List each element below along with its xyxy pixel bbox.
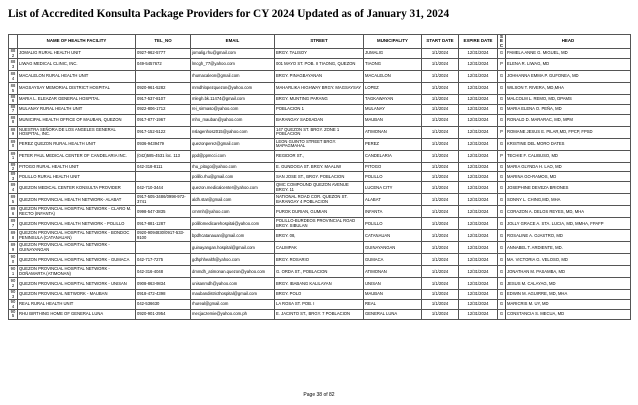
street: BRGY. POLO <box>275 290 364 300</box>
start-date: 1/1/2024 <box>422 309 459 319</box>
municipality: MULANAY <box>364 104 422 114</box>
sector: G <box>498 290 506 300</box>
email: mecjaczemie@yahoo.com.ph <box>191 309 275 319</box>
head: MALCOLM L. REMO, MD, DPAMS <box>506 95 631 105</box>
facility-name: PEREZ QUEZON RURAL HEALTH UNIT <box>18 138 136 150</box>
row-index: 885 <box>9 83 18 95</box>
sector: G <box>498 172 506 182</box>
start-date: 1/1/2024 <box>422 59 459 71</box>
row-index: 897 <box>9 218 18 230</box>
facility-name: QUEZON PROVINCIAL HOSPITAL NETWORK - DOÑAMARTA (ATIMONAN) <box>18 266 136 278</box>
expire-date: 12/31/2024 <box>459 300 498 310</box>
email: quezon.medicalcenter@yahoo.com <box>191 182 275 194</box>
head: MARIA GLYNDA H. LAO, MD <box>506 162 631 172</box>
sector: G <box>498 218 506 230</box>
head: RONALD D. MARARAC, MD, MPM <box>506 114 631 126</box>
tel-no: 042-316-4048 <box>136 266 191 278</box>
municipality: LUCENA CITY <box>364 182 422 194</box>
head: MARIA ELENA O. PEÑA, MD <box>506 104 631 114</box>
sector: P <box>498 150 506 162</box>
table-row <box>9 162 631 172</box>
email: gdhphhealth@yahoo.com <box>191 254 275 266</box>
email: guinayangan.hospital@gmail.com <box>191 242 275 254</box>
street: BARANGAY SADSADAN <box>275 114 364 126</box>
tel-no: 0922-806-1712 <box>136 104 191 114</box>
street: 001 MAYO ST. POB. II TIAONG, QUEZON <box>275 59 364 71</box>
table-row <box>9 172 631 182</box>
head: JOLLY GRACE A. STA. LUCIA, MD, MMHA, FPAFP <box>506 218 631 230</box>
head: ANNABEL T. ARDIENTE, MD. <box>506 242 631 254</box>
head: WILSON T. RIVERA, MD,MHA <box>506 83 631 95</box>
sector: G <box>498 138 506 150</box>
head: MARINA GO-RAMOS, MD <box>506 172 631 182</box>
expire-date: 12/31/2024 <box>459 230 498 242</box>
facility-name: NUESTRA SEÑORA DE LOS ANGELES GENERAL HOSPITAL, INC. <box>18 126 136 138</box>
expire-date: 12/31/2024 <box>459 172 498 182</box>
table-row <box>9 95 631 105</box>
start-date: 1/1/2024 <box>422 182 459 194</box>
facility-name: JOMALIG RURAL HEALTH UNIT <box>18 49 136 59</box>
head: ROSALINE A. OJASTRO, MD <box>506 230 631 242</box>
start-date: 1/1/2024 <box>422 172 459 182</box>
tel-no: 0936-9439479 <box>136 138 191 150</box>
municipality: POLILLO <box>364 172 422 182</box>
row-index: 890 <box>9 138 18 150</box>
tel-no: 049-5457672 <box>136 59 191 71</box>
tel-no: 0917-505-3486/0998-972-3741 <box>136 194 191 206</box>
email: rhu_pitogo@yahoo.com <box>191 162 275 172</box>
row-index: 889 <box>9 126 18 138</box>
expire-date: 12/31/2024 <box>459 71 498 83</box>
street: BRGY. MUNTING PARANG <box>275 95 364 105</box>
row-index: 896 <box>9 206 18 218</box>
start-date: 1/1/2024 <box>422 300 459 310</box>
facility-name: QUEZON PROVINCIAL HEALTH NETWORK - POLILLO <box>18 218 136 230</box>
row-index: 887 <box>9 104 18 114</box>
row-index: 900 <box>9 254 18 266</box>
head: KRISTINE DEL MORO DATES <box>506 138 631 150</box>
municipality: CANDELARIA <box>364 150 422 162</box>
email: ppd@ppmcci.com <box>191 150 275 162</box>
email: mho_mauban@yahoo.com <box>191 114 275 126</box>
facility-name: QUEZON PROVINCIAL NETWORK - MAUBAN <box>18 290 136 300</box>
table-row <box>9 218 631 230</box>
expire-date: 12/31/2024 <box>459 104 498 114</box>
email: polillo.rhu@gmail.com <box>191 172 275 182</box>
sector: P <box>498 126 506 138</box>
start-date: 1/1/2024 <box>422 126 459 138</box>
row-index: 884 <box>9 71 18 83</box>
expire-date: 12/31/2024 <box>459 83 498 95</box>
email: mlegh.bk.11474@gmail.com <box>191 95 275 105</box>
header-start-date: START DATE <box>422 35 459 49</box>
tel-no <box>136 71 191 83</box>
start-date: 1/1/2024 <box>422 95 459 105</box>
head: MA. VICTORIA G. VELOSO, MD <box>506 254 631 266</box>
expire-date: 12/31/2024 <box>459 290 498 300</box>
header-facility: NAME OF HEALTH FACILITY <box>18 35 136 49</box>
email: dmmdh_atimonan.quezon@yahoo.com <box>191 266 275 278</box>
row-index: 902 <box>9 278 18 290</box>
expire-date: 12/31/2024 <box>459 278 498 290</box>
municipality: LOPEZ <box>364 83 422 95</box>
municipality: JUMALIG <box>364 49 422 59</box>
expire-date: 12/31/2024 <box>459 309 498 319</box>
row-index: 895 <box>9 194 18 206</box>
start-date: 1/1/2024 <box>422 194 459 206</box>
municipality: REAL <box>364 300 422 310</box>
row-index: 886 <box>9 95 18 105</box>
providers-table <box>8 34 631 320</box>
head: ELENA R. LIWAG, MD <box>506 59 631 71</box>
sector: G <box>498 194 506 206</box>
expire-date: 12/31/2024 <box>459 194 498 206</box>
email: unisanmdh@yahoo.com <box>191 278 275 290</box>
tel-no: 042-717-7275 <box>136 254 191 266</box>
sector: G <box>498 104 506 114</box>
expire-date: 12/31/2024 <box>459 114 498 126</box>
email: nslagenhos2015@yahoo.com <box>191 126 275 138</box>
facility-name: PITOGO RURAL HEALTH UNIT <box>18 162 136 172</box>
head: EDWIN M. AGUIRRE, MD, MHA <box>506 290 631 300</box>
expire-date: 12/31/2024 <box>459 59 498 71</box>
facility-name: QUEZON PROVINCIAL HOSPITAL NETWORK - GUMACA <box>18 254 136 266</box>
start-date: 1/1/2024 <box>422 104 459 114</box>
head: CONSTANCIA S. MECUA, MD <box>506 309 631 319</box>
street: NATIONAL ROAD COR. QUEZON ST. BARANGAY 4 POBLACION <box>275 194 364 206</box>
tel-no: 042-536630 <box>136 300 191 310</box>
street: CALIMPAK <box>275 242 364 254</box>
street: BRGY. IBABANG KALILAYAN <box>275 278 364 290</box>
document-title: List of Accredited Konsulta Package Providers for CY 2024 Updated as of January 31, 2024 <box>8 8 450 20</box>
sector: G <box>498 71 506 83</box>
header-email: EMAIL <box>191 35 275 49</box>
head: PAMELA ANNE G. MIGUEL, MD <box>506 49 631 59</box>
row-index: 893 <box>9 172 18 182</box>
facility-name: MUNICIPAL HEALTH OFFICE OF MAUBAN, QUEZON <box>18 114 136 126</box>
table-row <box>9 230 631 242</box>
street: 147 QUEZON ST. BRGY. ZONE 1 POBLACION <box>275 126 364 138</box>
sector: G <box>498 230 506 242</box>
tel-no: 0917-152-5122 <box>136 126 191 138</box>
tel-no: 0920-901-2954 <box>136 309 191 319</box>
municipality: INFANTA <box>364 206 422 218</box>
table-row <box>9 206 631 218</box>
email: aldh.star@gmail.com <box>191 194 275 206</box>
start-date: 1/1/2024 <box>422 138 459 150</box>
email: quezonperez@gmail.com <box>191 138 275 150</box>
start-date: 1/1/2024 <box>422 150 459 162</box>
start-date: 1/1/2024 <box>422 266 459 278</box>
email: polillomedicarehospital@yahoo.com <box>191 218 275 230</box>
sector: G <box>498 206 506 218</box>
head: MARICRIS M. UY, MD <box>506 300 631 310</box>
start-date: 1/1/2024 <box>422 49 459 59</box>
email: maubandistricthospital@gmail.com <box>191 290 275 300</box>
head: JESUS M. CALAYAG, MD <box>506 278 631 290</box>
email: jomalig.rhu@gmail.com <box>191 49 275 59</box>
head: ROMANE JESUS E. PILAR,MD, FPCP, FPSD <box>506 126 631 138</box>
tel-no: 0927-962-5777 <box>136 49 191 59</box>
header-street: STREET <box>275 35 364 49</box>
tel-no: 0917-537-8107 <box>136 95 191 105</box>
expire-date: 12/31/2024 <box>459 206 498 218</box>
sector: G <box>498 278 506 290</box>
sector: G <box>498 309 506 319</box>
email: lmcgh_77@yahoo.com <box>191 59 275 71</box>
street: POLILLO-BURDEOS PROVINCIAL ROAD BRGY. SIBULAN <box>275 218 364 230</box>
facility-name: RHU BIRTHING HOME OF GENERAL LUNA <box>18 309 136 319</box>
header-expire-date: EXPIRE DATE <box>459 35 498 49</box>
table-header-row <box>9 35 631 49</box>
facility-name: MARIA L. ELEAZAR GENERAL HOSPITAL <box>18 95 136 105</box>
row-index: 903 <box>9 290 18 300</box>
table-row <box>9 266 631 278</box>
sector: G <box>498 266 506 278</box>
table-row <box>9 49 631 59</box>
table-row <box>9 309 631 319</box>
municipality: PITOGO <box>364 162 422 172</box>
row-index: 894 <box>9 182 18 194</box>
municipality: UNISAN <box>364 278 422 290</box>
head: TECHIE F. CALIBUSO, MD <box>506 150 631 162</box>
head: CORAZON A. DELOS REYES, MD, MHA <box>506 206 631 218</box>
tel-no: 0920-961-5282 <box>136 83 191 95</box>
sector: G <box>498 162 506 172</box>
municipality: MAUBAN <box>364 114 422 126</box>
sector: G <box>498 254 506 266</box>
tel-no <box>136 172 191 182</box>
start-date: 1/1/2024 <box>422 206 459 218</box>
street: POBLACION 1 <box>275 104 364 114</box>
row-index: 888 <box>9 114 18 126</box>
table-row <box>9 242 631 254</box>
header-tel: TEL_NO <box>136 35 191 49</box>
municipality: GENERAL LUNA <box>364 309 422 319</box>
expire-date: 12/31/2024 <box>459 254 498 266</box>
sector: P <box>498 59 506 71</box>
tel-no: 0998-547-3835 <box>136 206 191 218</box>
street: BRGY. TALISOY <box>275 49 364 59</box>
municipality: TAGKAWAYAN <box>364 95 422 105</box>
tel-no: 0908-863-9834 <box>136 278 191 290</box>
street: LA ROSA ST. POB. I <box>275 300 364 310</box>
row-index: 899 <box>9 242 18 254</box>
facility-name: QUEZON PROVINCIAL HOSPITAL NETWORK - CLARO M. RECTO (INFANTA) <box>18 206 136 218</box>
street: BRGY. ROSARIO <box>275 254 364 266</box>
facility-name: QUEZON PROVINCIAL HOSPITAL NETWORK - UNISAN <box>18 278 136 290</box>
table-row <box>9 126 631 138</box>
street: E. JACINTO ST., BRGY. 7 POBLACION <box>275 309 364 319</box>
email: rhumacaleon@gmail.com <box>191 71 275 83</box>
start-date: 1/1/2024 <box>422 218 459 230</box>
table-row <box>9 182 631 194</box>
table-row <box>9 290 631 300</box>
table-row <box>9 300 631 310</box>
tel-no: 042-710-3444 <box>136 182 191 194</box>
row-index: 882 <box>9 49 18 59</box>
tel-no: 0917-881-1287 <box>136 218 191 230</box>
street: LEON GUINTO STREET BRGY. MAPAGMAHAL <box>275 138 364 150</box>
table-row <box>9 138 631 150</box>
tel-no <box>136 242 191 254</box>
facility-name: QUEZON MEDICAL CENTER KONSULTA PROVIDER <box>18 182 136 194</box>
start-date: 1/1/2024 <box>422 114 459 126</box>
row-index: 883 <box>9 59 18 71</box>
start-date: 1/1/2024 <box>422 278 459 290</box>
tel-no: 0920-9094830/0917-533-9100 <box>136 230 191 242</box>
start-date: 1/1/2024 <box>422 83 459 95</box>
facility-name: MACALELON RURAL HEALTH UNIT <box>18 71 136 83</box>
table-row <box>9 194 631 206</box>
email: bpdhcatanauan@gmail.com <box>191 230 275 242</box>
municipality: ATIMONAN <box>364 126 422 138</box>
street: SAN JOSE ST., BRGY. POBLACION <box>275 172 364 182</box>
sector: G <box>498 182 506 194</box>
head: SONNY L. CHING,MD, MHA <box>506 194 631 206</box>
expire-date: 12/31/2024 <box>459 95 498 105</box>
table-row <box>9 83 631 95</box>
start-date: 1/1/2024 <box>422 242 459 254</box>
facility-name: QUEZON PROVINCIAL HOSPITAL NETWORK - GUINAYANGAN <box>18 242 136 254</box>
table-row <box>9 104 631 114</box>
tel-no: (042)585-4531 loc. 113 <box>136 150 191 162</box>
street: G. ORDA ST., POBLACION <box>275 266 364 278</box>
street: PUROK DURIAN, GUMIAN <box>275 206 364 218</box>
street: MAHARLIKA HIGHWAY BRGY. MAGSAYSAY <box>275 83 364 95</box>
sector: G <box>498 300 506 310</box>
head: JOSEPHINE DEVEZA BRIONES <box>506 182 631 194</box>
row-index: 904 <box>9 300 18 310</box>
municipality: ALABAT <box>364 194 422 206</box>
municipality: PEREZ <box>364 138 422 150</box>
head: JONATHAN M. PASAMBA, MD <box>506 266 631 278</box>
row-index: 892 <box>9 162 18 172</box>
row-index: 891 <box>9 150 18 162</box>
expire-date: 12/31/2024 <box>459 218 498 230</box>
facility-name: LIWAG MEDICAL CLINIC, INC. <box>18 59 136 71</box>
expire-date: 12/31/2024 <box>459 138 498 150</box>
expire-date: 12/31/2024 <box>459 150 498 162</box>
facility-name: QUEZON PROVINCIAL HOSPITAL NETWORK - BONDOC PENINSULA (CATANAUAN) <box>18 230 136 242</box>
sector: G <box>498 242 506 254</box>
expire-date: 12/31/2024 <box>459 126 498 138</box>
header-sec: SEC <box>498 35 506 49</box>
page-number: Page 38 of 82 <box>303 392 335 398</box>
facility-name: QUEZON PROVINCIAL HEALTH NETWORK- ALABAT <box>18 194 136 206</box>
row-index: 901 <box>9 266 18 278</box>
row-index: 898 <box>9 230 18 242</box>
tel-no: 0918-472-4398 <box>136 290 191 300</box>
expire-date: 12/31/2024 <box>459 162 498 172</box>
start-date: 1/1/2024 <box>422 162 459 172</box>
table-row <box>9 150 631 162</box>
expire-date: 12/31/2024 <box>459 182 498 194</box>
table-row <box>9 71 631 83</box>
municipality: MAUBAN <box>364 290 422 300</box>
table-row <box>9 278 631 290</box>
street: QMC COMPOUND QUEZON AVENUE BRGY. 11 <box>275 182 364 194</box>
facility-name: MAGSAYSAY MEMORIAL DISTRICT HOSPITAL <box>18 83 136 95</box>
sector: G <box>498 49 506 59</box>
email: cmrmh@yahoo.com <box>191 206 275 218</box>
municipality: GUMACA <box>364 254 422 266</box>
sector: G <box>498 114 506 126</box>
tel-no: 042-318-8111 <box>136 162 191 172</box>
street: BRGY. 08, <box>275 230 364 242</box>
municipality: ATIMONAN <box>364 266 422 278</box>
street: BRGY. PINAGBAYANAN <box>275 71 364 83</box>
municipality: TIAONG <box>364 59 422 71</box>
table-row <box>9 254 631 266</box>
expire-date: 12/31/2024 <box>459 242 498 254</box>
street: E. GUNDOGA ST. BRGY. MAALIW <box>275 162 364 172</box>
municipality: GUINAYANGAN <box>364 242 422 254</box>
sector: G <box>498 83 506 95</box>
expire-date: 12/31/2024 <box>459 266 498 278</box>
expire-date: 12/31/2024 <box>459 49 498 59</box>
municipality: CATANAUAN <box>364 230 422 242</box>
header-head: HEAD <box>506 35 631 49</box>
email: mmdhlopezquezon@yahoo.com <box>191 83 275 95</box>
start-date: 1/1/2024 <box>422 290 459 300</box>
start-date: 1/1/2024 <box>422 71 459 83</box>
table-row <box>9 59 631 71</box>
tel-no: 0917-877-1967 <box>136 114 191 126</box>
header-municipality: MUNICIPALITY <box>364 35 422 49</box>
start-date: 1/1/2024 <box>422 230 459 242</box>
header-index <box>9 35 18 49</box>
email: rei_sirmaso@yahoo.com <box>191 104 275 114</box>
start-date: 1/1/2024 <box>422 254 459 266</box>
street: REGIDOR ST., <box>275 150 364 162</box>
facility-name: MULANAY RURAL HEALTH UNIT <box>18 104 136 114</box>
table-row <box>9 114 631 126</box>
municipality: POLILLO <box>364 218 422 230</box>
facility-name: REAL RURAL HEALTH UNIT <box>18 300 136 310</box>
facility-name: POLILLO RURAL HEALTH UNIT <box>18 172 136 182</box>
row-index: 905 <box>9 309 18 319</box>
municipality: MACALELON <box>364 71 422 83</box>
email: rhureal@gmail.com <box>191 300 275 310</box>
facility-name: PETER PAUL MEDICAL CENTER OF CANDELARIA INC. <box>18 150 136 162</box>
head: JOHHANNA EMMA P. GUFONEA, MD <box>506 71 631 83</box>
sector: G <box>498 95 506 105</box>
